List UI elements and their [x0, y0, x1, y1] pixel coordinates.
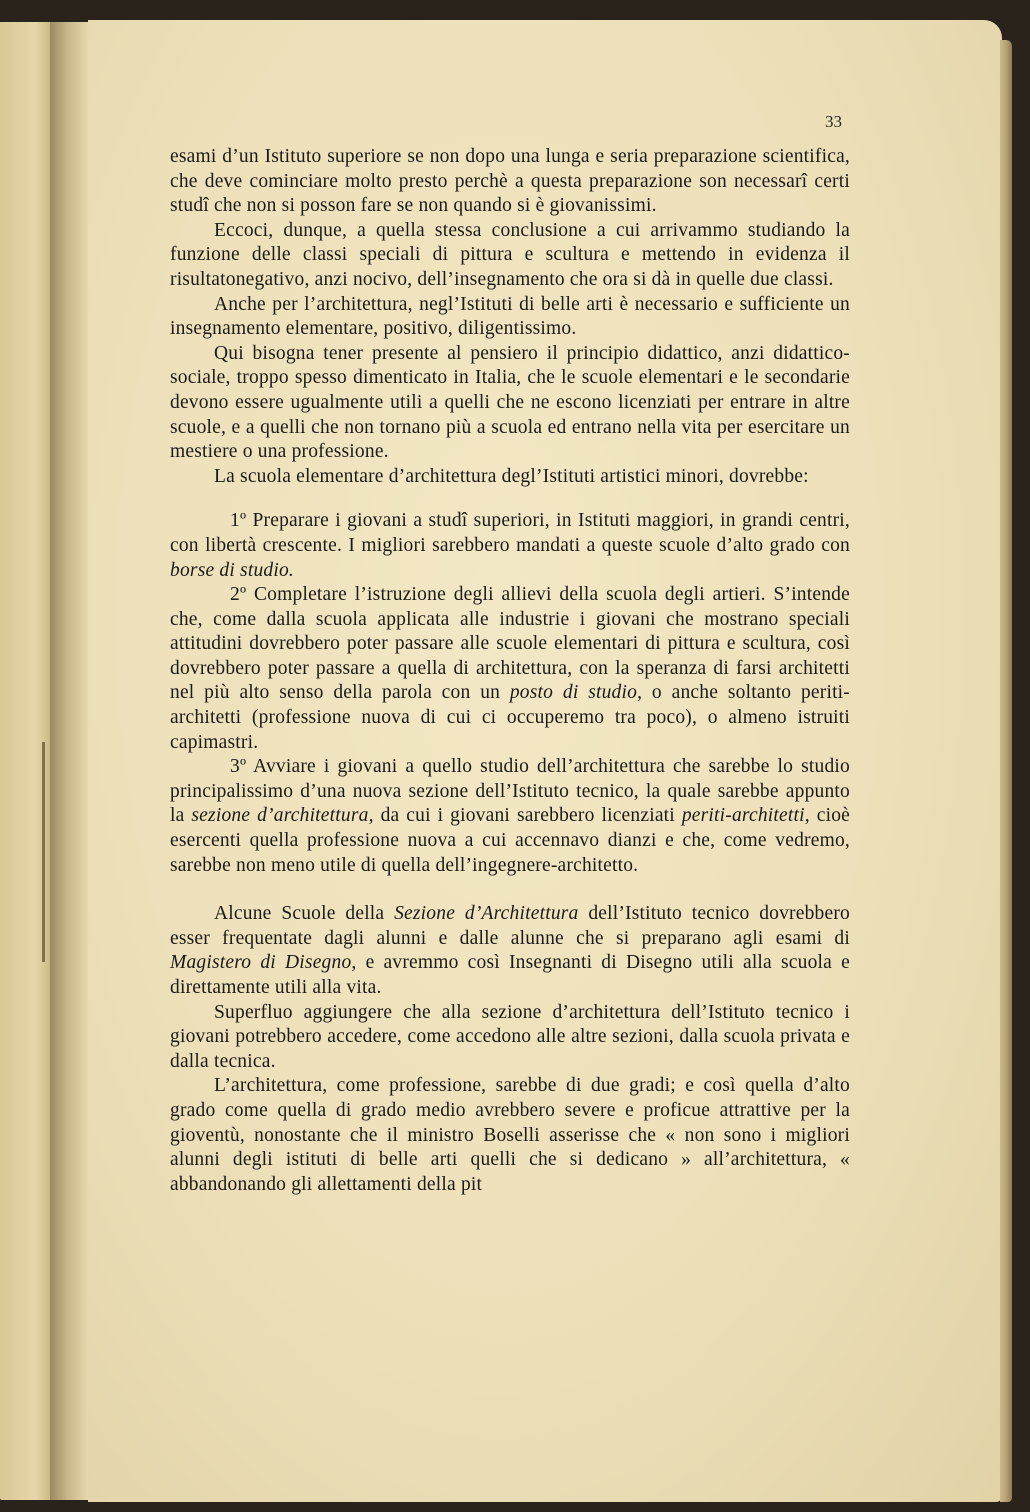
paragraph-7: Superfluo aggiungere che alla sezione d’architettura dell’Istituto tecnico i giovani potrebbero accedere, come accedono alle altre sezioni, dalla scuola privata e dalla tecnica. [170, 1001, 850, 1072]
paragraph-8: L’architettura, come professione, sarebbe di due gradi; e così quella d’alto grado come quella di grado medio avrebbero severe e proficue attrattive per la gioventù, nonostante che il ministro Boselli asserisse che « non sono i migliori alunni degli istituti di belle arti quelli che si dedicano » all’architettura, « abbandonando gli allettamenti della pit [170, 1075, 850, 1195]
paragraph-1: esami d’un Istituto superiore se non dopo una lunga e seria preparazione scientifica, che deve cominciare molto presto perchè a questa preparazione son necessarî certi studî che non si posson fare se non quando si è giovanissimi. [170, 146, 850, 217]
paragraph-6-italic-2: Magistero di Disegno, [170, 952, 357, 974]
list-item-3 [170, 755, 850, 878]
list-item-3-text-mid: da cui i giovani sarebbero licenziati [373, 805, 682, 827]
previous-page-edge-mark [42, 742, 45, 962]
paragraph-3: Anche per l’architettura, negl’Istituti di belle arti è necessario e sufficiente un insegnamento elementare, positivo, diligentissimo. [170, 293, 850, 340]
list-item-3-text-end: cioè esercenti quella professione nuova a cui accennavo dianzi e che, come vedremo, sarebbe non meno utile di quella dell’ingegnere-architetto. [170, 805, 850, 876]
paragraph-6-text-mid: dell’Istituto tecnico dovrebbero esser frequentate dagli alunni e dalle alunne che si preparano agli esami di [170, 903, 851, 949]
list-item-2-text: 2º Completare l’istruzione degli allievi della scuola degli artieri. S’intende che, come dalla scuola applicata alle industrie i giovani che mostrano speciali attitudini dovrebbero poter passare alle scuole elementari di pittura e scultura, così dovrebbero poter passare a quella di architettura, con la speranza di farsi architetti nel più alto senso della parola con un [170, 584, 850, 704]
page-number: 33 [825, 112, 842, 131]
paragraph-5: La scuola elementare d’architettura degl’Istituti artistici minori, dovrebbe: [214, 465, 809, 487]
list-item-1-italic: borse di studio. [170, 559, 294, 581]
page-text [170, 100, 850, 1197]
list-item-2 [170, 583, 850, 755]
list-item-1-text: 1º Preparare i giovani a studî superiori, in Istituti maggiori, in grandi centri, con libertà crescente. I migliori sarebbero mandati a queste scuole d’alto grado con [170, 510, 850, 556]
list-item-3-italic-1: sezione d’architettura, [191, 805, 374, 827]
book-gutter [50, 22, 90, 1500]
paragraph-6-text: Alcune Scuole della [214, 903, 395, 925]
paragraph-6-text-end: e avremmo così Insegnanti di Disegno utili alla scuola e direttamente utili alla vita. [170, 952, 850, 998]
list-item-3-text: 3º Avviare i giovani a quello studio dell’architettura che sarebbe lo studio principalissimo d’una nuova sezione dell’Istituto tecnico, la quale sarebbe appunto la [170, 756, 850, 827]
list-item-1 [170, 509, 850, 583]
list-item-3-italic-2: periti-architetti, [681, 805, 810, 827]
paragraph-4: Qui bisogna tener presente al pensiero il principio didattico, anzi didattico-sociale, troppo spesso dimenticato in Italia, che le scuole elementari e le secondarie devono essere ugualmente utili a quelli che ne escono licenziati per entrare in altre scuole, e a quelli che non tornano più a scuola ed entrano nella vita per esercitare un mestiere o una professione. [170, 342, 850, 463]
list-item-2-italic: posto di studio, [509, 682, 643, 704]
page-stack-edge [1000, 40, 1012, 1502]
paragraph-2: Eccoci, dunque, a quella stessa conclusione a cui arrivammo studiando la funzione delle classi speciali di pittura e scultura e mettendo in evidenza il risultatonegativo, anzi nocivo, dell’insegnamento che ora si dà in quelle due classi. [170, 219, 850, 290]
paragraph-6 [170, 902, 850, 1000]
list-item-2-text-end: o anche soltanto periti-architetti (professione nuova di cui ci occuperemo tra poco), o almeno istruiti capimastri. [170, 682, 850, 753]
previous-page-strip [0, 22, 50, 1500]
paragraph-6-italic-1: Sezione d’Architettura [394, 903, 579, 925]
